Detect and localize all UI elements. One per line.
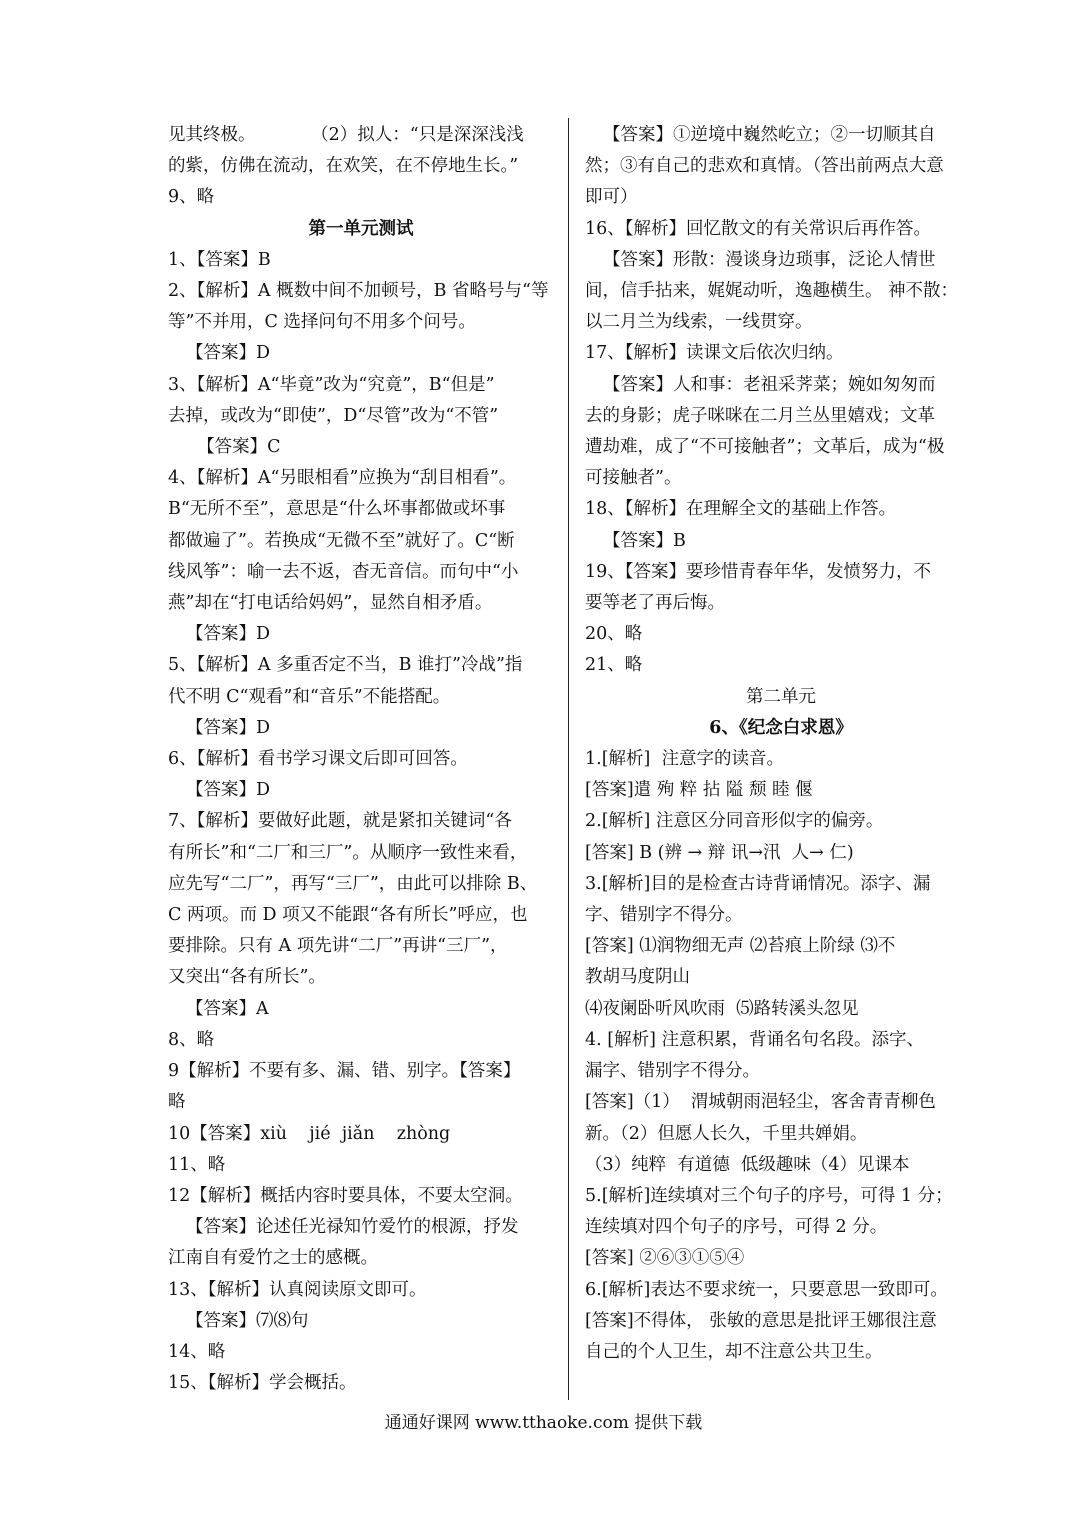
text-line: 18、【解析】在理解全文的基础上作答。 <box>585 499 897 520</box>
text-line: 21、略 <box>585 655 643 676</box>
text-line: 要等老了再后悔。 <box>585 593 725 614</box>
text-line: 11、略 <box>168 1154 226 1175</box>
text-line: 教胡马度阴山 <box>585 967 690 988</box>
text-line: 等”不并用，C 选择问句不用多个问号。 <box>168 312 476 333</box>
text-line: 16、【解析】回忆散文的有关常识后再作答。 <box>585 218 932 239</box>
text-line: 的紫，仿佛在流动，在欢笑，在不停地生长。” <box>168 156 519 177</box>
text-line: 字、错别字不得分。 <box>585 905 743 926</box>
text-line: 【答案】D <box>186 717 271 738</box>
text-line: （3）纯粹 有道德 低级趣味（4）见课本 <box>585 1154 910 1175</box>
text-line: 间，信手拈来，娓娓动听，逸趣横生。 神不散： <box>585 281 959 302</box>
text-line: [答案] ⑴润物细无声 ⑵苔痕上阶绿 ⑶不 <box>585 936 896 957</box>
page-footer: 通通好课网 www.tthaoke.com 提供下载 <box>384 1413 703 1433</box>
text-line: 应先写“二厂”，再写“三厂”，由此可以排除 B、 <box>168 873 538 894</box>
text-line: 以二月兰为线索，一线贯穿。 <box>585 312 813 333</box>
right-column <box>585 120 977 1368</box>
column-divider <box>568 118 569 1400</box>
text-line: 要排除。只有 A 项先讲“二厂”再讲“三厂”， <box>168 936 508 957</box>
text-line: 有所长”和“二厂和三厂”。从顺序一致性来看， <box>168 842 528 863</box>
text-line: 【答案】人和事：老祖采荠菜；婉如匆匆而 <box>603 374 936 395</box>
text-line: 20、略 <box>585 624 643 645</box>
text-line: 燕”却在“打电话给妈妈”，显然自相矛盾。 <box>168 593 493 614</box>
text-line: 漏字、错别字不得分。 <box>585 1061 760 1082</box>
text-line: 【答案】D <box>186 624 271 645</box>
text-line: 9【解析】不要有多、漏、错、别字。【答案】 <box>168 1061 521 1082</box>
text-line: 都做遍了”。若换成“无微不至”就好了。C“断 <box>168 530 515 551</box>
text-line: 然；③有自己的悲欢和真情。（答出前两点大意 <box>585 156 944 177</box>
text-line: 即可） <box>585 187 638 208</box>
text-line: 2.[解析] 注意区分同音形似字的偏旁。 <box>585 811 884 832</box>
text-line: 17、【解析】读课文后依次归纳。 <box>585 343 844 364</box>
text-line: 线风筝”：喻一去不返，杳无音信。而句中“小 <box>168 561 519 582</box>
text-line: 【答案】D <box>186 343 271 364</box>
text-line: 15、【解析】学会概括。 <box>168 1373 357 1394</box>
text-line: 4. [解析] 注意积累，背诵名句名段。添字、 <box>585 1029 924 1050</box>
text-line: 【答案】形散：漫谈身边琐事，泛论人情世 <box>603 249 936 270</box>
text-line: 7、【解析】要做好此题，就是紧扣关键词“各 <box>168 811 512 832</box>
text-line: 1、【答案】B <box>168 249 271 270</box>
text-line: 代不明 C“观看”和“音乐”不能搭配。 <box>168 686 451 707</box>
text-line: [答案]遣 殉 粹 拈 隘 颓 睦 偃 <box>585 780 813 801</box>
text-line: 【答案】⑺⑻句 <box>186 1310 309 1331</box>
text-line: 去掉，或改为“即使”，D“尽管”改为“不管” <box>168 405 499 426</box>
text-line: 去的身影；虎子咪咪在二月兰丛里嬉戏；文革 <box>585 405 935 426</box>
text-line: 6、【解析】看书学习课文后即可回答。 <box>168 749 468 770</box>
text-line: 江南自有爱竹之士的感概。 <box>168 1248 378 1269</box>
text-line: [答案]（1） 渭城朝雨浥轻尘，客舍青青柳色 <box>585 1092 936 1113</box>
text-line: 新。（2）但愿人长久，千里共婵娟。 <box>585 1123 868 1144</box>
text-line: 【答案】论述任光禄知竹爱竹的根源，抒发 <box>186 1217 519 1238</box>
text-line: C 两项。而 D 项又不能跟“各有所长”呼应，也 <box>168 905 528 926</box>
left-column <box>168 120 554 1399</box>
text-line: 可接触者”。 <box>585 468 682 489</box>
text-line: 19、【答案】要珍惜青春年华，发愤努力，不 <box>585 561 932 582</box>
text-line: 又突出“各有所长”。 <box>168 967 326 988</box>
text-line: 略 <box>168 1092 186 1113</box>
text-line: 10【答案】xiù jié jiǎn zhòng <box>168 1123 451 1144</box>
text-line: 9、略 <box>168 187 215 208</box>
text-line: 【答案】A <box>186 998 269 1019</box>
text-line: 8、略 <box>168 1029 215 1050</box>
text-line: 第一单元测试 <box>308 218 414 239</box>
text-line: 4、【解析】A“另眼相看”应换为“刮目相看”。 <box>168 468 517 489</box>
text-line: B“无所不至”，意思是“什么坏事都做或坏事 <box>168 499 506 520</box>
text-line: 14、略 <box>168 1341 226 1362</box>
text-line: [答案] ②⑥③①⑤④ <box>585 1248 745 1269</box>
text-line: 见其终极。 （2）拟人：“只是深深浅浅 <box>168 125 524 145</box>
text-line: 【答案】①逆境中巍然屹立；②一切顺其自 <box>603 125 936 145</box>
text-line: 13、【解析】认真阅读原文即可。 <box>168 1279 427 1300</box>
text-line: 6、《纪念白求恩》 <box>709 717 853 738</box>
text-line: 自己的个人卫生，却不注意公共卫生。 <box>585 1341 883 1362</box>
text-line: ⑷夜阑卧听风吹雨 ⑸路转溪头忽见 <box>585 998 859 1019</box>
text-line: 5.[解析]连续填对三个句子的序号，可得 1 分； <box>585 1185 953 1206</box>
text-line: 6.[解析]表达不要求统一，只要意思一致即可。 <box>585 1279 948 1300</box>
text-line: 连续填对四个句子的序号，可得 2 分。 <box>585 1217 888 1238</box>
text-line: 12【解析】概括内容时要具体，不要太空洞。 <box>168 1185 523 1206</box>
text-line: [答案] B (辨 → 辩 讯→汛 人→ 仁) <box>585 842 854 863</box>
text-line: 1.[解析] 注意字的读音。 <box>585 749 784 770</box>
text-line: 【答案】C <box>186 437 281 458</box>
text-line: 第二单元 <box>746 686 816 707</box>
text-line: 3、【解析】A“毕竟”改为“究竟”，B“但是” <box>168 374 495 395</box>
text-line: 2、【解析】A 概数中间不加顿号，B 省略号与“等 <box>168 281 549 302</box>
text-line: 遭劫难，成了“不可接触者”；文革后，成为“极 <box>585 437 945 458</box>
text-line: 3.[解析]目的是检查古诗背诵情况。添字、漏 <box>585 873 931 894</box>
text-line: 【答案】B <box>603 530 686 551</box>
text-line: [答案]不得体， 张敏的意思是批评王娜很注意 <box>585 1310 937 1331</box>
text-line: 【答案】D <box>186 780 271 801</box>
text-line: 5、【解析】A 多重否定不当，B 谁打”冷战”指 <box>168 655 523 676</box>
